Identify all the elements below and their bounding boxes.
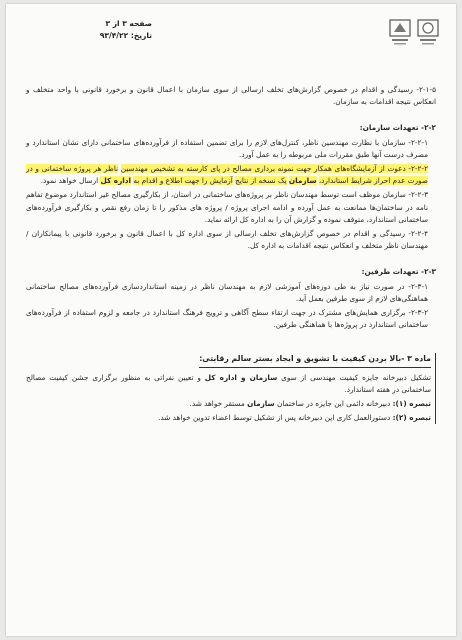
highlight-bold-1: سازمان (288, 176, 317, 186)
page-number: صفحه ۳ از ۳ (105, 19, 152, 28)
highlight-4: آزمایش را جهت اطلاع و اقدام به (133, 176, 233, 186)
emblem-icon (388, 18, 412, 46)
clause-2-1-5: ۲-۱-۵- رسیدگی و اقدام در خصوص گزارش‌های تخلف ارسالی از سوی سازمان با اعمال قانون و برخورد قانونی با واحد متخلف و انعکاس نتیجه اقدامات به سازمان. (26, 85, 436, 107)
seal-icon (416, 18, 440, 46)
clause-2-2-4: ۲-۲-۴- رسیدگی و اقدام در خصوص گزارش‌های تخلف ارسالی از سوی اداره کل با اعمال قانون و برخورد قانونی با پیمانکاران / مهندسان ناظر متخلف و انعکاس نتیجه اقدامات به اداره کل. (26, 229, 428, 251)
note-2-label: تبصره (۲): (392, 413, 431, 423)
document-body (26, 84, 436, 426)
article-3-block (26, 353, 436, 424)
note-1-label: تبصره (۱): (392, 399, 431, 409)
clause-2-3-1: ۲-۳-۱- در صورت نیاز به طی دوره‌های آموزشی لازم به مهندسان ناظر در زمینه استانداردسازی فرآورده‌های مصالح ساختمانی هماهنگی‌های لازم از سوی طرفین بعمل آید. (26, 281, 428, 303)
note-1: تبصره (۱): دبیرخانه دائمی این جایزه در ساختمان سازمان مستقر خواهد شد. (189, 399, 431, 409)
section-2-2-heading: ۲-۲- تعهدات سازمان: (359, 123, 436, 133)
article-3-bold: سازمان و اداره کل (204, 372, 278, 382)
organization-logo (384, 18, 440, 48)
clause-2-3-2: ۲-۳-۲- برگزاری همایش‌های مشترک در جهت ارتقاء سطح آگاهی و ترویج فرهنگ استاندارد در جامعه و لزوم استفاده از فرآورده‌های ساختمانی استاندارد در پروژه‌ها با هماهنگی طرفین. (26, 308, 428, 330)
clause-2-2-2-tail: ارسال خواهد نمود. (40, 176, 99, 186)
clause-2-2-2 (26, 163, 436, 187)
document-date: تاریخ: ۹۳/۴/۲۲ (99, 31, 152, 40)
article-3-heading: ماده ۳ -بالا بردن کیفیت با تشویق و ایجاد بستر سالم رقابتی: (199, 353, 431, 367)
document-page (6, 4, 456, 636)
highlight-bold-2: اداره کل (100, 176, 132, 186)
highlight-3: یک نسخه از نتایج (235, 176, 287, 186)
page-header (22, 18, 152, 42)
highlight-1: ۲-۲-۲- دعوت از آزمایشگاه‌های همکار جهت نمونه برداری مصالح در پای کارسته به تشخیص مهندسین (120, 164, 429, 174)
clause-2-2-1: ۲-۲-۱- سازمان با نظارت مهندسین ناظر، کنترل‌های لازم را برای تضمین استفاده از فرآورده‌های ساختمانی دارای نشان استاندارد و مصرف درست آنها طبق مقررات ملی مربوطه را به عمل آورد. (26, 137, 428, 159)
highlight-2: ناظر هر پروژه ساختمانی و در صورت عدم احراز شرایط استاندارد، (26, 164, 428, 186)
section-2-3-heading: ۲-۳- تعهدات طرفین: (361, 267, 436, 277)
clause-2-2-3: ۲-۲-۳- سازمان موظف است توسط مهندسان ناظر بر پروژه‌های ساختمانی در استان، از بکارگیری مصالح غیر استاندارد موضوع تفاهم نامه در ساختمان‌ها ممانعت به عمل آورده و ادامه اجرای پروژه / پروژه های مذکور را تا زمان رفع نقص و بکارگیری فرآورده‌های ساختمانی استاندارد، متوقف نموده و گزارش آن را به اداره کل ارائه نماید. (26, 190, 428, 224)
note-2: تبصره (۲): دستورالعمل کاری این دبیرخانه پس از تشکیل توسط اعضاء تدوین خواهد شد. (158, 413, 431, 423)
article-3-text: تشکیل دبیرخانه جایزه کیفیت مهندسی از سوی سازمان و اداره کل و تعیین نفراتی به منظور برگزاری جشن کیفیت مصالح ساختمانی در هفته استاندارد. (26, 372, 431, 394)
